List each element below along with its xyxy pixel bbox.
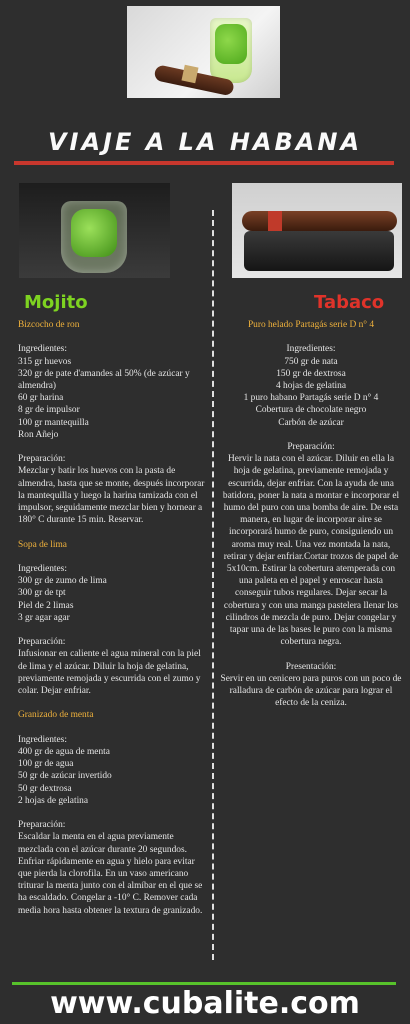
recipe-line: 2 hojas de gelatina <box>18 795 89 806</box>
recipe-line: 4 hojas de gelatina <box>275 381 347 391</box>
column-divider <box>212 210 214 960</box>
section-subheading: Puro helado Partagás serie D n° 4 <box>247 320 375 330</box>
spacer <box>18 331 208 343</box>
recipe-line: Mezclar y batir los huevos con la pasta de almendra, hasta que se monte, después incorporar la mantequilla y luego la harina tamizada con el impulsor, seguidamente mezclar bien y hornear a 180° C durante 15 min. Reservar. <box>18 466 205 526</box>
recipe-line: 3 gr agar agar <box>18 612 70 623</box>
recipe-line: Cobertura de chocolate negro <box>255 405 367 416</box>
recipe-line: Ingredientes: <box>18 344 67 355</box>
spacer <box>18 526 208 538</box>
recipe-line: 750 gr de nata <box>284 356 338 367</box>
footer-rule <box>12 982 396 985</box>
recipe-line: Preparación: <box>18 454 66 465</box>
recipe-line: Ingredientes: <box>18 564 67 574</box>
recipe-line: Escaldar la menta en el agua previamente mezclada con el azúcar durante 20 segundos. Enfriar rápidamente en agua y hielo para evitar que pierda la clorofila. En un vaso americano triturar la menta junto con el almíbar en el que se ha escaldado. Congelar a -10° C. Remover cada media hora hasta obtener la textura de granizado. <box>18 832 203 916</box>
recipe-line: 60 gr harina <box>18 393 64 404</box>
title-rule <box>14 161 394 165</box>
recipe-line: Ingredientes: <box>286 344 336 355</box>
spacer <box>220 331 402 343</box>
spacer <box>220 429 402 441</box>
mojito-photo <box>19 183 170 278</box>
spacer <box>18 807 208 819</box>
hero-photo <box>127 6 280 98</box>
section-subheading: Sopa de lima <box>18 539 67 550</box>
recipe-line: Ron Añejo <box>18 429 59 440</box>
recipe-line: Servir en un cenicero para puros con un poco de ralladura de carbón de azúcar para lograr el efecto de la ceniza. <box>220 673 402 709</box>
recipe-line: Carbón de azúcar <box>278 417 344 428</box>
ashtray-image <box>244 231 394 271</box>
recipe-line: Infusionar en caliente el agua mineral con la piel de lima y el azúcar. Diluir la hoja de gelatina, previamente remojada y escurrida con el zumo y colar. Dejar enfriar. <box>18 649 201 697</box>
recipe-line: Hervir la nata con el azúcar. Diluir en ella la hoja de gelatina, previamente remojada y escurrida, dejar enfriar. Con la ayuda de una batidora, poner la nata a montar e incorporar el humo del puro con una bomba de aire. De esta manera, en lugar de incorporar aire se incorporará humo de puro, consiguiendo un aroma muy real. Una vez montada la nata, retirar y dejar enfriar.Cortar trozos de papel de 5x10cm. Estirar la cobertura atemperada con una paleta en el papel y enroscar hasta conseguir tubos regulares. Dejar secar la cobertura y con una manga pastelera llenar los cilindros de mezcla de puro. Dejar congelar y tapar una de las bases le puro con la misma cobertura negra. <box>222 454 400 648</box>
recipe-line: Piel de 2 limas <box>18 600 74 611</box>
recipe-line: 100 gr de agua <box>18 759 74 770</box>
cigar-band-image <box>268 211 282 231</box>
footer-url: www.cubalite.com <box>50 986 360 1021</box>
tabaco-recipe <box>220 319 402 709</box>
spacer <box>18 441 208 453</box>
spacer <box>18 624 208 636</box>
tabaco-photo <box>232 183 402 278</box>
mint-image <box>71 209 117 257</box>
mojito-heading: Mojito <box>24 292 88 313</box>
tabaco-heading: Tabaco <box>314 292 385 313</box>
spacer <box>220 648 402 660</box>
section-subheading: Granizado de menta <box>18 710 94 721</box>
recipe-line: Preparación: <box>18 820 66 831</box>
recipe-line: Presentación: <box>285 661 337 672</box>
recipe-line: 300 gr de zumo de lima <box>18 576 107 587</box>
recipe-line: 315 gr huevos <box>18 356 72 367</box>
page-title: VIAJE A LA HABANA <box>47 128 363 156</box>
spacer <box>18 697 208 709</box>
mojito-recipe <box>18 319 208 917</box>
recipe-line: 100 gr mantequilla <box>18 417 89 428</box>
cigar-image <box>242 211 397 231</box>
section-subheading: Bizcocho de ron <box>18 320 80 330</box>
recipe-line: 1 puro habano Partagás serie D n° 4 <box>243 393 379 404</box>
spacer <box>18 722 208 734</box>
recipe-line: 320 gr de pate d'amandes al 50% (de azúcar y almendra) <box>18 368 190 391</box>
recipe-line: Preparación: <box>287 442 335 452</box>
recipe-line: 150 gr de dextrosa <box>276 368 346 379</box>
mint-granita-image <box>215 24 247 64</box>
recipe-line: Preparación: <box>18 637 66 648</box>
spacer <box>18 551 208 563</box>
recipe-line: 400 gr de agua de menta <box>18 747 110 757</box>
recipe-line: 300 gr de tpt <box>18 588 66 599</box>
recipe-line: 8 gr de impulsor <box>18 405 80 416</box>
recipe-line: Ingredientes: <box>18 734 67 745</box>
recipe-line: 50 gr de azúcar invertido <box>18 771 112 782</box>
recipe-line: 50 gr dextrosa <box>18 783 72 794</box>
